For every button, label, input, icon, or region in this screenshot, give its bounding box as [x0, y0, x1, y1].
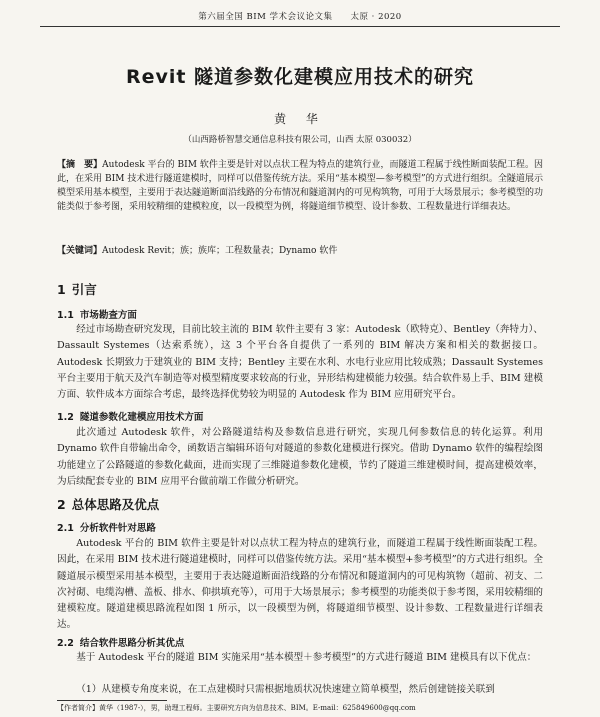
abstract-label: 【摘 要】: [57, 160, 103, 170]
subsection-heading: [57, 635, 184, 649]
subsection-number: 2.2: [57, 638, 74, 649]
subsection-title: 分析软件针对思路: [79, 523, 156, 534]
paragraph: 经过市场勘查研究发现，目前比较主流的 BIM 软件主要有 3 家：Autodesk（欧特克）、Bentley（奔特力）、Dassault Systemes（达索系统），这 3 个平台各自提供了一系列的 BIM 解决方案和相关的数据接口。Autodesk 长期致力于建筑业的 BIM 支持；Bentley 主要在水利、水电行业应用比较成熟；Dassault Systemes 平台主要用于航天及汽车制造等对模型精度要求较高的行业，异形结构建模能力较强。结合软件易上手、BIM 建模方面、软件成本方面综合考虑，最终选择优势较为明显的 Autodesk 作为 BIM 应用研究平台。: [57, 324, 543, 401]
affiliation: （山西路桥智慧交通信息科技有限公司，山西 太原 030032）: [183, 135, 417, 145]
abstract: [57, 158, 543, 214]
footnote-rule: [57, 700, 167, 701]
subsection-title: 结合软件思路分析其优点: [79, 638, 185, 649]
paper-title: Revit 隧道参数化建模应用技术的研究: [125, 66, 475, 88]
section-heading: [57, 495, 159, 513]
section-number: 2: [57, 497, 66, 512]
subsection-heading: [57, 307, 137, 321]
header-rule: [40, 26, 560, 27]
keywords-label: 【关键词】: [57, 246, 103, 256]
author: 黄 华: [274, 112, 326, 126]
author-footnote: 【作者简介】黄华（1987-），男，助理工程师。主要研究方向为信息技术、BIM。E-mail：625849600@qq.com: [57, 704, 416, 712]
subsection-number: 1.1: [57, 310, 74, 321]
section-number: 1: [57, 282, 66, 297]
subsection-heading: [57, 520, 156, 534]
section-heading: [57, 280, 97, 298]
section-title: 引言: [71, 282, 97, 297]
paragraph: （1）从建模专角度来说，在工点建模时只需根据地质状况快速建立简单模型，然后创建链接关联到: [76, 684, 495, 695]
keywords-text: Autodesk Revit；族；族库；工程数量表；Dynamo 软件: [102, 246, 338, 256]
subsection-number: 1.2: [57, 412, 74, 423]
paragraph: 基于 Autodesk 平台的隧道 BIM 实施采用“基本模型＋参考模型”的方式进行隧道 BIM 建模具有以下优点：: [76, 652, 537, 663]
subsection-title: 市场勘查方面: [79, 310, 137, 321]
keywords: [57, 244, 543, 258]
subsection-number: 2.1: [57, 523, 74, 534]
running-header: 第六届全国 BIM 学术会议论文集 太原 · 2020: [198, 12, 402, 22]
subsection-heading: [57, 409, 203, 423]
abstract-text: Autodesk 平台的 BIM 软件主要是针对以点状工程为特点的建筑行业，而隧道工程属于线性断面装配工程。因此，在采用 BIM 技术进行隧道建模时，同样可以借鉴传统方法。采用“基本模型—参考模型”的方式进行组织。全隧道展示模型采用基本模型，主要用于表达隧道断面沿线路的分布情况和隧道洞内的可见构筑物，可用于大场景展示；参考模型的功能类似于参考图，采用较精细的建模粒度，以一段模型为例，将隧道细节模型、设计参数、工程数量进行详细表达。: [57, 160, 544, 212]
section-title: 总体思路及优点: [71, 497, 160, 512]
paragraph: Autodesk 平台的 BIM 软件主要是针对以点状工程为特点的建筑行业，而隧道工程属于线性断面装配工程。因此，在采用 BIM 技术进行隧道建模时，同样可以借鉴传统方法。采用“基本模型+参考模型”的方式进行组织。全隧道展示模型采用基本模型，主要用于表达隧道断面沿线路的分布情况和隧道洞内的可见构筑物（超前、初支、二次衬砌、电缆沟槽、盖板、排水、仰拱填充等），可用于大场景展示；参考模型的功能类似于参考图，采用较精细的建模粒度。隧道建模思路流程如图 1 所示，以一段模型为例，将隧道细节模型、设计参数、工程数量进行详细表达。: [57, 538, 543, 631]
paragraph: 此次通过 Autodesk 软件，对公路隧道结构及参数信息进行研究，实现几何参数信息的转化运算。利用 Dynamo 软件自带输出命令，函数语言编辑环语句对隧道的参数化建模进行探究。借助 Dynamo 软件的编程绘图功能建立了公路隧道的参数化截面，进而实现了三维隧道参数化建模，节约了隧道三维建模时间，提高建模效率，为后续配套专业的 BIM 应用平台做前端工作做分析研究。: [57, 427, 543, 487]
subsection-title: 隧道参数化建模应用技术方面: [79, 412, 204, 423]
